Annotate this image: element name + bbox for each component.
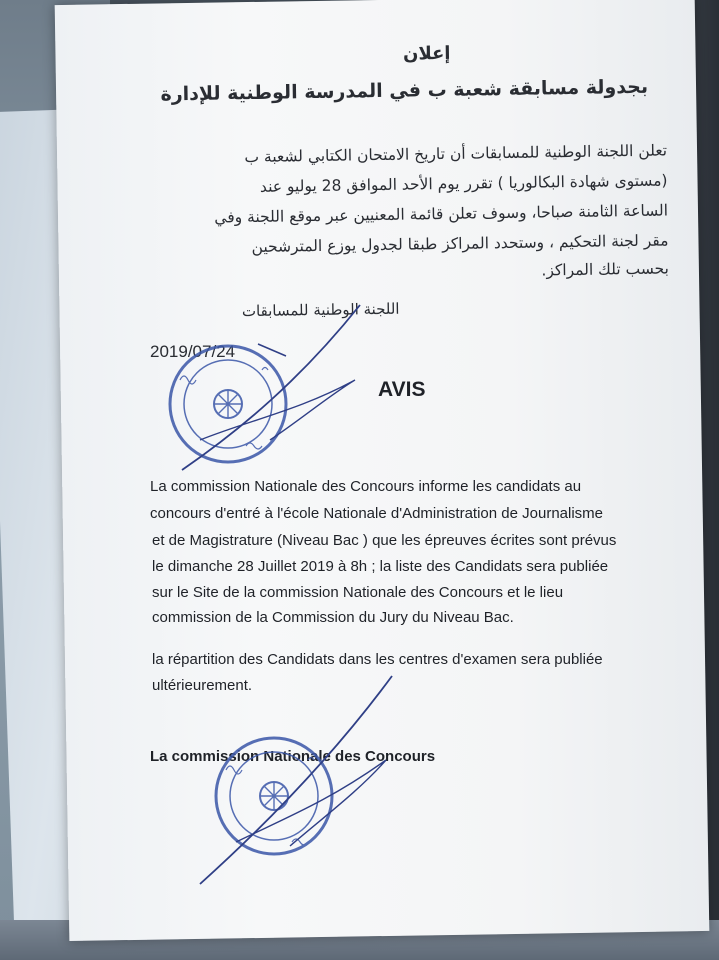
avis-line-4: le dimanche 28 Juillet 2019 à 8h ; la liste des Candidats sera publiée <box>152 558 609 575</box>
document-sheet <box>55 0 710 941</box>
arabic-line-3: الساعة الثامنة صباحا، وسوف تعلن قائمة المعنيين عبر موقع اللجنة وفي <box>214 201 669 227</box>
avis-line-3: et de Magistrature (Niveau Bac ) que les épreuves écrites sont prévus <box>152 532 617 549</box>
avis-signature: La commission Nationale des Concours <box>150 748 436 765</box>
avis-line-2: concours d'entré à l'école Nationale d'Administration de Journalisme <box>150 505 604 522</box>
arabic-line-5: بحسب تلك المراكز. <box>541 259 670 280</box>
avis-line-5: sur le Site de la commission Nationale des Concours et le lieu <box>152 584 564 601</box>
arabic-line-2: (مستوى شهادة البكالوريا ) تقرر يوم الأحد الموافق 28 يوليو عند <box>259 171 668 196</box>
arabic-signature: اللجنة الوطنية للمسابقات <box>241 299 400 321</box>
arabic-line-4: مقر لجنة التحكيم ، وستحدد المراكز طبقا لجدول يوزع المترشحين <box>251 231 669 257</box>
avis-line-1: La commission Nationale des Concours informe les candidats au <box>150 478 582 495</box>
avis-line-6: commission de la Commission du Jury du Niveau Bac. <box>152 609 514 626</box>
avis-title: AVIS <box>378 378 426 401</box>
document-date: 2019/07/24 <box>150 342 236 361</box>
avis-line-8: ultérieurement. <box>152 677 253 694</box>
arabic-title: إعلان <box>402 42 451 65</box>
arabic-subtitle: بجدولة مسابقة شعبة ب في المدرسة الوطنية للإدارة <box>160 75 649 106</box>
avis-line-7: la répartition des Candidats dans les centres d'examen sera publiée <box>152 651 603 668</box>
arabic-line-1: تعلن اللجنة الوطنية للمسابقات أن تاريخ الامتحان الكتابي لشعبة ب <box>244 141 668 167</box>
